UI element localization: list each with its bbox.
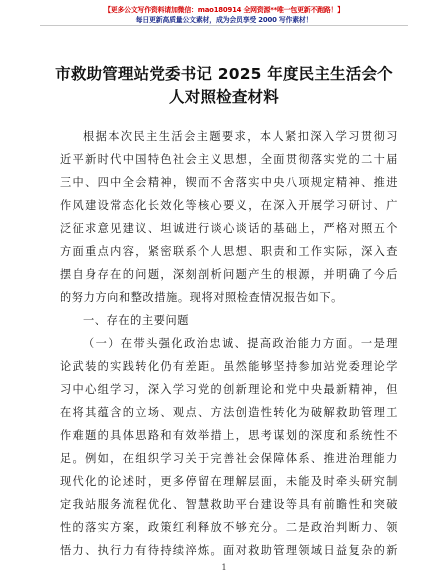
body-line: 泛征求意见建议、坦诚进行谈心谈话的基础上，严格对照五个 xyxy=(60,222,398,235)
promo-banner-line-2: 每日更新高质量公文素材，成为会员享受 2000 写作素材！ xyxy=(135,16,313,24)
body-line: 性的落实方案，政策红利释放不够充分。二是政治判断力、领 xyxy=(60,521,398,534)
promo-banner-line-1: 【更多公文写作资料请加微信：mao180914 全网资源**唯一包更新不跑路！】 xyxy=(104,6,344,14)
body-line: 作风建设常态化长效化等核心要义，在深入开展学习研讨、广 xyxy=(60,199,398,212)
body-line: 论武装的实践转化仍有差距。虽然能够坚持参加站党委理论学 xyxy=(60,360,398,373)
body-line: 习中心组学习，深入学习党的创新理论和党中央最新精神，但 xyxy=(60,383,398,396)
body-line: 定我站服务流程优化、智慧救助平台建设等具有前瞻性和突破 xyxy=(60,498,398,511)
header-divider xyxy=(40,25,408,26)
body-line: 的努力方向和整改措施。现将对照检查情况报告如下。 xyxy=(60,291,343,304)
page-number: 1 xyxy=(221,563,227,572)
body-line: 现代化的论述时，更多停留在理解层面，未能及时牵头研究制 xyxy=(60,475,398,488)
body-line: 三中、四中全会精神，锲而不舍落实中央八项规定精神、推进 xyxy=(60,176,398,189)
body-line: 悟力、执行力有待持续淬炼。面对救助管理领域日益复杂的新 xyxy=(60,544,398,557)
document-title-line-1: 市救助管理站党委书记 2025 年度民主生活会个 xyxy=(55,65,393,83)
body-line: 足。例如，在组织学习关于完善社会保障体系、推进治理能力 xyxy=(60,452,398,465)
body-line: 根据本次民主生活会主题要求，本人紧扣深入学习贯彻习 xyxy=(83,130,398,143)
body-line: 方面重点内容，紧密联系个人思想、职责和工作实际，深入查 xyxy=(60,245,398,258)
document-title-line-2: 人对照检查材料 xyxy=(169,88,279,106)
body-line: （一）在带头强化政治忠诚、提高政治能力方面。一是理 xyxy=(83,337,398,350)
body-line: 摆自身存在的问题，深刻剖析问题产生的根源，并明确了今后 xyxy=(60,268,398,281)
body-line: 作难题的具体思路和有效举措上，思考谋划的深度和系统性不 xyxy=(60,429,398,442)
body-line: 近平新时代中国特色社会主义思想，全面贯彻落实党的二十届 xyxy=(60,153,398,166)
section-heading: 一、存在的主要问题 xyxy=(83,314,190,327)
body-line: 在将其蕴含的立场、观点、方法创造性转化为破解救助管理工 xyxy=(60,406,398,419)
